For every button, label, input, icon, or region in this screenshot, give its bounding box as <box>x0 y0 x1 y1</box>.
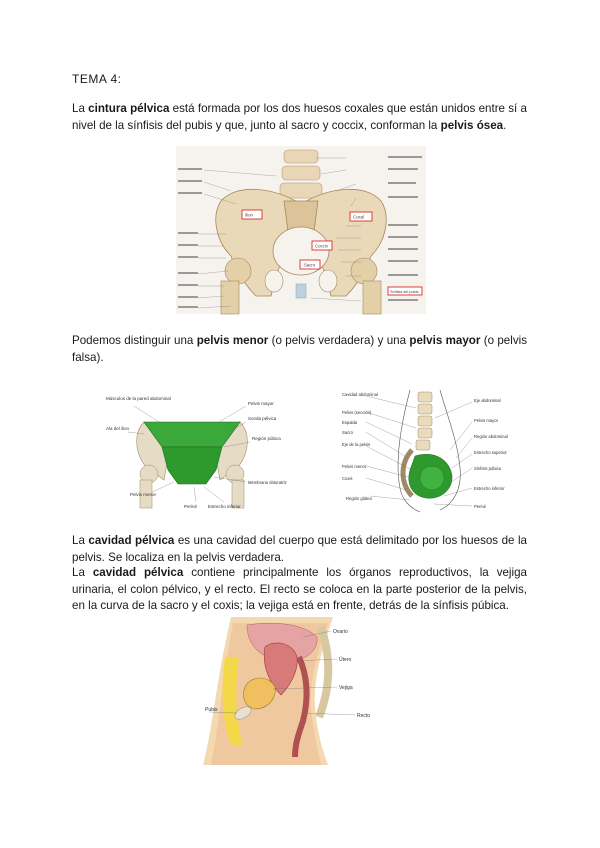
label-estrecho-superior: Estrecho superior <box>474 450 507 455</box>
label-sacro: Sacro <box>304 262 316 268</box>
paragraph-cintura-pelvica <box>72 101 527 134</box>
label-coccix: Coccix <box>315 243 328 249</box>
label-pelvis-menor: Pelvis menor <box>130 492 157 497</box>
label-coxal: Coxal <box>353 214 364 220</box>
label-perine: Periné <box>474 504 487 509</box>
label-perine: Periné <box>184 504 198 509</box>
paragraph-pelvis-menor-mayor <box>72 333 527 366</box>
label-ala-ilion: Ala del ilion <box>106 426 130 431</box>
label-ovario: Ovario <box>333 629 348 635</box>
label-region-glutea: Región glútea <box>346 496 372 501</box>
label-cavidad-abdominal: Cavidad abdominal <box>342 392 378 397</box>
label-coxis: Coxis <box>342 476 353 481</box>
label-membrana-obturatriz: Membrana obturatriz <box>248 480 287 485</box>
label-pelvis-mayor: Pelvis mayor <box>474 418 498 423</box>
term-cavidad-pelvica: cavidad pélvica <box>92 566 184 579</box>
label-eje-abdominal: Eje abdominal <box>474 398 501 403</box>
label-pelvis-menor: Pelvis menor <box>342 464 367 469</box>
text: (o pelvis falsa). <box>72 334 527 364</box>
paragraph-cavidad-pelvica-def <box>72 533 527 566</box>
term-cavidad-pelvica: cavidad pélvica <box>88 534 175 547</box>
label-estrecho-inferior: Estrecho inferior <box>208 504 241 509</box>
label-ilion: Ilion <box>245 212 253 218</box>
term-cintura-pelvica: cintura pélvica <box>88 102 170 115</box>
text: La <box>72 102 89 115</box>
text: es una cavidad del cuerpo que está delimitado por los huesos de la pelvis. Se localiza en la pelvis verdadera. <box>72 534 527 564</box>
text: La <box>72 534 89 547</box>
label-utero: Útero <box>339 657 352 663</box>
term-pelvis-mayor: pelvis mayor <box>409 334 481 347</box>
label-sinfisis-pubis: Sínfisis del pubis <box>390 290 419 294</box>
label-musculos: Músculos de la pared abdominal <box>106 396 171 401</box>
label-pelvis-mayor: Pelvis mayor <box>248 401 274 406</box>
term-pelvis-osea: pelvis ósea <box>440 118 504 132</box>
text: Podemos distinguir una <box>72 334 197 347</box>
label-sinfisis-pubica: Sínfisis púbica <box>474 466 501 471</box>
pelvis-osea-figure <box>176 146 426 314</box>
text: está formada por los dos huesos coxales que están unidos entre sí a nivel de la sínfisis del pubis y que, junto al sacro y coccix, conforman la <box>72 102 527 132</box>
text: . <box>503 118 507 132</box>
label-recto: Recto <box>357 713 371 719</box>
term-pelvis-menor: pelvis menor <box>196 334 269 347</box>
label-estrecho-inferior: Estrecho inferior <box>474 486 505 491</box>
label-pelvis-seccion: Pelvis (sección) <box>342 410 372 415</box>
paragraph-cavidad-pelvica-contenido <box>72 565 527 615</box>
label-pubis: Pubis <box>205 707 218 713</box>
label-vejiga: Vejiga <box>339 685 353 691</box>
label-sacro: Sacro <box>342 430 353 435</box>
text: contiene principalmente los órganos reproductivos, la vejiga urinaria, el colon pélvico, y el recto. El recto se coloca en la parte posterior de la pelvis, en la curva de la sacro y el coxis; la vejiga está en frente, detrás de la sínfisis púbica. <box>72 566 527 613</box>
label-sonda-pelvica: Sonda pélvica <box>248 416 277 421</box>
page-title: TEMA 4: <box>72 72 122 86</box>
cavidad-pelvica-sagital-figure <box>203 617 393 765</box>
text: La <box>72 566 93 579</box>
label-region-abdominal: Región abdominal <box>474 434 508 439</box>
pelvis-lateral-figure <box>340 388 508 512</box>
pelvis-mayor-menor-frontal-figure <box>104 392 287 510</box>
text: (o pelvis verdadera) y una <box>268 334 410 347</box>
label-espalda: Espalda <box>342 420 358 425</box>
label-region-pubica: Región púbica <box>252 436 281 441</box>
label-eje-pelvis: Eje de la pelvis <box>342 442 371 447</box>
